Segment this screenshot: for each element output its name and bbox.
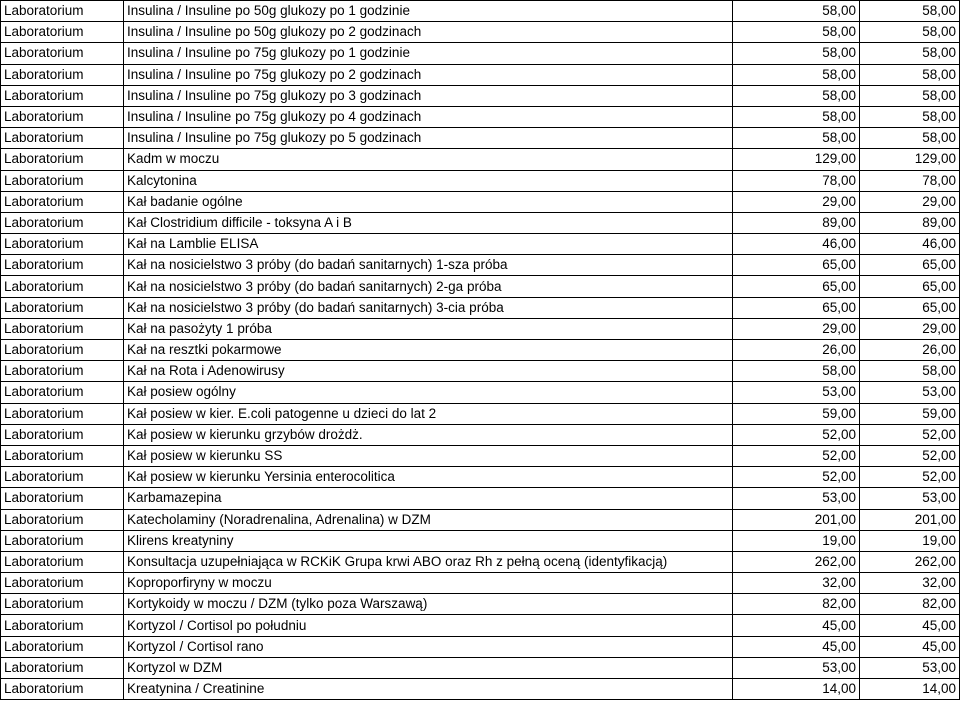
test-name-cell: Kał badanie ogólne	[124, 191, 733, 212]
total-price-cell: 53,00	[860, 382, 960, 403]
table-row	[1, 191, 960, 212]
table-row	[1, 488, 960, 509]
price-cell: 58,00	[733, 85, 860, 106]
test-name-cell: Insulina / Insuline po 75g glukozy po 3 godzinach	[124, 85, 733, 106]
table-row	[1, 128, 960, 149]
price-cell: 52,00	[733, 424, 860, 445]
department-cell: Laboratorium	[1, 509, 124, 530]
price-cell: 14,00	[733, 679, 860, 700]
table-row	[1, 573, 960, 594]
test-name-cell: Kał na Lamblie ELISA	[124, 234, 733, 255]
department-cell: Laboratorium	[1, 234, 124, 255]
total-price-cell: 32,00	[860, 573, 960, 594]
test-name-cell: Kortykoidy w moczu / DZM (tylko poza Warszawą)	[124, 594, 733, 615]
price-cell: 53,00	[733, 657, 860, 678]
table-row	[1, 234, 960, 255]
table-row	[1, 551, 960, 572]
price-cell: 201,00	[733, 509, 860, 530]
department-cell: Laboratorium	[1, 22, 124, 43]
price-cell: 65,00	[733, 297, 860, 318]
price-cell: 53,00	[733, 382, 860, 403]
test-name-cell: Kał na resztki pokarmowe	[124, 340, 733, 361]
price-cell: 45,00	[733, 636, 860, 657]
total-price-cell: 58,00	[860, 43, 960, 64]
total-price-cell: 29,00	[860, 318, 960, 339]
total-price-cell: 78,00	[860, 170, 960, 191]
price-cell: 59,00	[733, 403, 860, 424]
total-price-cell: 58,00	[860, 106, 960, 127]
table-row	[1, 255, 960, 276]
price-cell: 82,00	[733, 594, 860, 615]
total-price-cell: 58,00	[860, 1, 960, 22]
department-cell: Laboratorium	[1, 424, 124, 445]
table-row	[1, 85, 960, 106]
department-cell: Laboratorium	[1, 657, 124, 678]
test-name-cell: Kał posiew w kier. E.coli patogenne u dzieci do lat 2	[124, 403, 733, 424]
table-row	[1, 340, 960, 361]
department-cell: Laboratorium	[1, 1, 124, 22]
test-name-cell: Kał na nosicielstwo 3 próby (do badań sanitarnych) 1-sza próba	[124, 255, 733, 276]
total-price-cell: 52,00	[860, 424, 960, 445]
price-cell: 19,00	[733, 530, 860, 551]
price-cell: 26,00	[733, 340, 860, 361]
price-cell: 262,00	[733, 551, 860, 572]
total-price-cell: 52,00	[860, 445, 960, 466]
total-price-cell: 19,00	[860, 530, 960, 551]
price-cell: 58,00	[733, 106, 860, 127]
price-cell: 52,00	[733, 445, 860, 466]
table-row	[1, 594, 960, 615]
table-row	[1, 445, 960, 466]
price-cell: 65,00	[733, 255, 860, 276]
test-name-cell: Kał posiew w kierunku SS	[124, 445, 733, 466]
total-price-cell: 82,00	[860, 594, 960, 615]
department-cell: Laboratorium	[1, 340, 124, 361]
table-row	[1, 403, 960, 424]
test-name-cell: Kał na Rota i Adenowirusy	[124, 361, 733, 382]
department-cell: Laboratorium	[1, 276, 124, 297]
total-price-cell: 14,00	[860, 679, 960, 700]
test-name-cell: Insulina / Insuline po 75g glukozy po 5 godzinach	[124, 128, 733, 149]
test-name-cell: Kortyzol w DZM	[124, 657, 733, 678]
test-name-cell: Kał posiew w kierunku Yersinia enterocolitica	[124, 467, 733, 488]
department-cell: Laboratorium	[1, 488, 124, 509]
test-name-cell: Kał na nosicielstwo 3 próby (do badań sanitarnych) 2-ga próba	[124, 276, 733, 297]
test-name-cell: Kalcytonina	[124, 170, 733, 191]
department-cell: Laboratorium	[1, 85, 124, 106]
total-price-cell: 201,00	[860, 509, 960, 530]
department-cell: Laboratorium	[1, 212, 124, 233]
table-row	[1, 382, 960, 403]
price-cell: 52,00	[733, 467, 860, 488]
total-price-cell: 58,00	[860, 85, 960, 106]
test-name-cell: Kał na nosicielstwo 3 próby (do badań sanitarnych) 3-cia próba	[124, 297, 733, 318]
price-list-body	[1, 1, 960, 700]
department-cell: Laboratorium	[1, 318, 124, 339]
test-name-cell: Kreatynina / Creatinine	[124, 679, 733, 700]
department-cell: Laboratorium	[1, 382, 124, 403]
department-cell: Laboratorium	[1, 128, 124, 149]
department-cell: Laboratorium	[1, 594, 124, 615]
test-name-cell: Kortyzol / Cortisol rano	[124, 636, 733, 657]
department-cell: Laboratorium	[1, 403, 124, 424]
department-cell: Laboratorium	[1, 170, 124, 191]
department-cell: Laboratorium	[1, 106, 124, 127]
price-cell: 29,00	[733, 318, 860, 339]
test-name-cell: Katecholaminy (Noradrenalina, Adrenalina) w DZM	[124, 509, 733, 530]
table-row	[1, 530, 960, 551]
total-price-cell: 65,00	[860, 276, 960, 297]
test-name-cell: Insulina / Insuline po 75g glukozy po 1 godzinie	[124, 43, 733, 64]
table-row	[1, 1, 960, 22]
price-cell: 46,00	[733, 234, 860, 255]
table-row	[1, 106, 960, 127]
table-row	[1, 212, 960, 233]
price-cell: 53,00	[733, 488, 860, 509]
department-cell: Laboratorium	[1, 573, 124, 594]
price-cell: 58,00	[733, 43, 860, 64]
total-price-cell: 65,00	[860, 297, 960, 318]
total-price-cell: 53,00	[860, 488, 960, 509]
department-cell: Laboratorium	[1, 636, 124, 657]
table-row	[1, 170, 960, 191]
price-cell: 29,00	[733, 191, 860, 212]
table-row	[1, 318, 960, 339]
department-cell: Laboratorium	[1, 445, 124, 466]
department-cell: Laboratorium	[1, 43, 124, 64]
department-cell: Laboratorium	[1, 191, 124, 212]
department-cell: Laboratorium	[1, 551, 124, 572]
total-price-cell: 59,00	[860, 403, 960, 424]
department-cell: Laboratorium	[1, 361, 124, 382]
department-cell: Laboratorium	[1, 467, 124, 488]
total-price-cell: 52,00	[860, 467, 960, 488]
table-row	[1, 509, 960, 530]
table-row	[1, 424, 960, 445]
table-row	[1, 467, 960, 488]
total-price-cell: 58,00	[860, 361, 960, 382]
department-cell: Laboratorium	[1, 64, 124, 85]
test-name-cell: Insulina / Insuline po 75g glukozy po 4 godzinach	[124, 106, 733, 127]
price-cell: 58,00	[733, 64, 860, 85]
table-row	[1, 679, 960, 700]
test-name-cell: Kał Clostridium difficile - toksyna A i B	[124, 212, 733, 233]
total-price-cell: 46,00	[860, 234, 960, 255]
total-price-cell: 26,00	[860, 340, 960, 361]
price-cell: 45,00	[733, 615, 860, 636]
test-name-cell: Insulina / Insuline po 75g glukozy po 2 godzinach	[124, 64, 733, 85]
table-row	[1, 361, 960, 382]
test-name-cell: Kadm w moczu	[124, 149, 733, 170]
total-price-cell: 89,00	[860, 212, 960, 233]
table-row	[1, 636, 960, 657]
price-cell: 58,00	[733, 22, 860, 43]
test-name-cell: Karbamazepina	[124, 488, 733, 509]
total-price-cell: 129,00	[860, 149, 960, 170]
table-row	[1, 22, 960, 43]
price-cell: 129,00	[733, 149, 860, 170]
test-name-cell: Konsultacja uzupełniająca w RCKiK Grupa krwi ABO oraz Rh z pełną oceną (identyfikacją)	[124, 551, 733, 572]
test-name-cell: Kał posiew w kierunku grzybów drożdż.	[124, 424, 733, 445]
total-price-cell: 53,00	[860, 657, 960, 678]
department-cell: Laboratorium	[1, 297, 124, 318]
test-name-cell: Klirens kreatyniny	[124, 530, 733, 551]
test-name-cell: Insulina / Insuline po 50g glukozy po 2 godzinach	[124, 22, 733, 43]
table-row	[1, 615, 960, 636]
table-row	[1, 64, 960, 85]
department-cell: Laboratorium	[1, 530, 124, 551]
department-cell: Laboratorium	[1, 149, 124, 170]
test-name-cell: Kortyzol / Cortisol po południu	[124, 615, 733, 636]
table-row	[1, 657, 960, 678]
test-name-cell: Kał na pasożyty 1 próba	[124, 318, 733, 339]
total-price-cell: 58,00	[860, 22, 960, 43]
total-price-cell: 58,00	[860, 64, 960, 85]
price-cell: 78,00	[733, 170, 860, 191]
total-price-cell: 45,00	[860, 615, 960, 636]
price-cell: 58,00	[733, 128, 860, 149]
department-cell: Laboratorium	[1, 679, 124, 700]
price-cell: 58,00	[733, 361, 860, 382]
total-price-cell: 29,00	[860, 191, 960, 212]
total-price-cell: 262,00	[860, 551, 960, 572]
total-price-cell: 58,00	[860, 128, 960, 149]
price-cell: 58,00	[733, 1, 860, 22]
total-price-cell: 45,00	[860, 636, 960, 657]
price-cell: 89,00	[733, 212, 860, 233]
department-cell: Laboratorium	[1, 255, 124, 276]
price-cell: 65,00	[733, 276, 860, 297]
test-name-cell: Koproporfiryny w moczu	[124, 573, 733, 594]
table-row	[1, 276, 960, 297]
price-cell: 32,00	[733, 573, 860, 594]
test-name-cell: Insulina / Insuline po 50g glukozy po 1 godzinie	[124, 1, 733, 22]
table-row	[1, 149, 960, 170]
test-name-cell: Kał posiew ogólny	[124, 382, 733, 403]
total-price-cell: 65,00	[860, 255, 960, 276]
department-cell: Laboratorium	[1, 615, 124, 636]
table-row	[1, 43, 960, 64]
table-row	[1, 297, 960, 318]
